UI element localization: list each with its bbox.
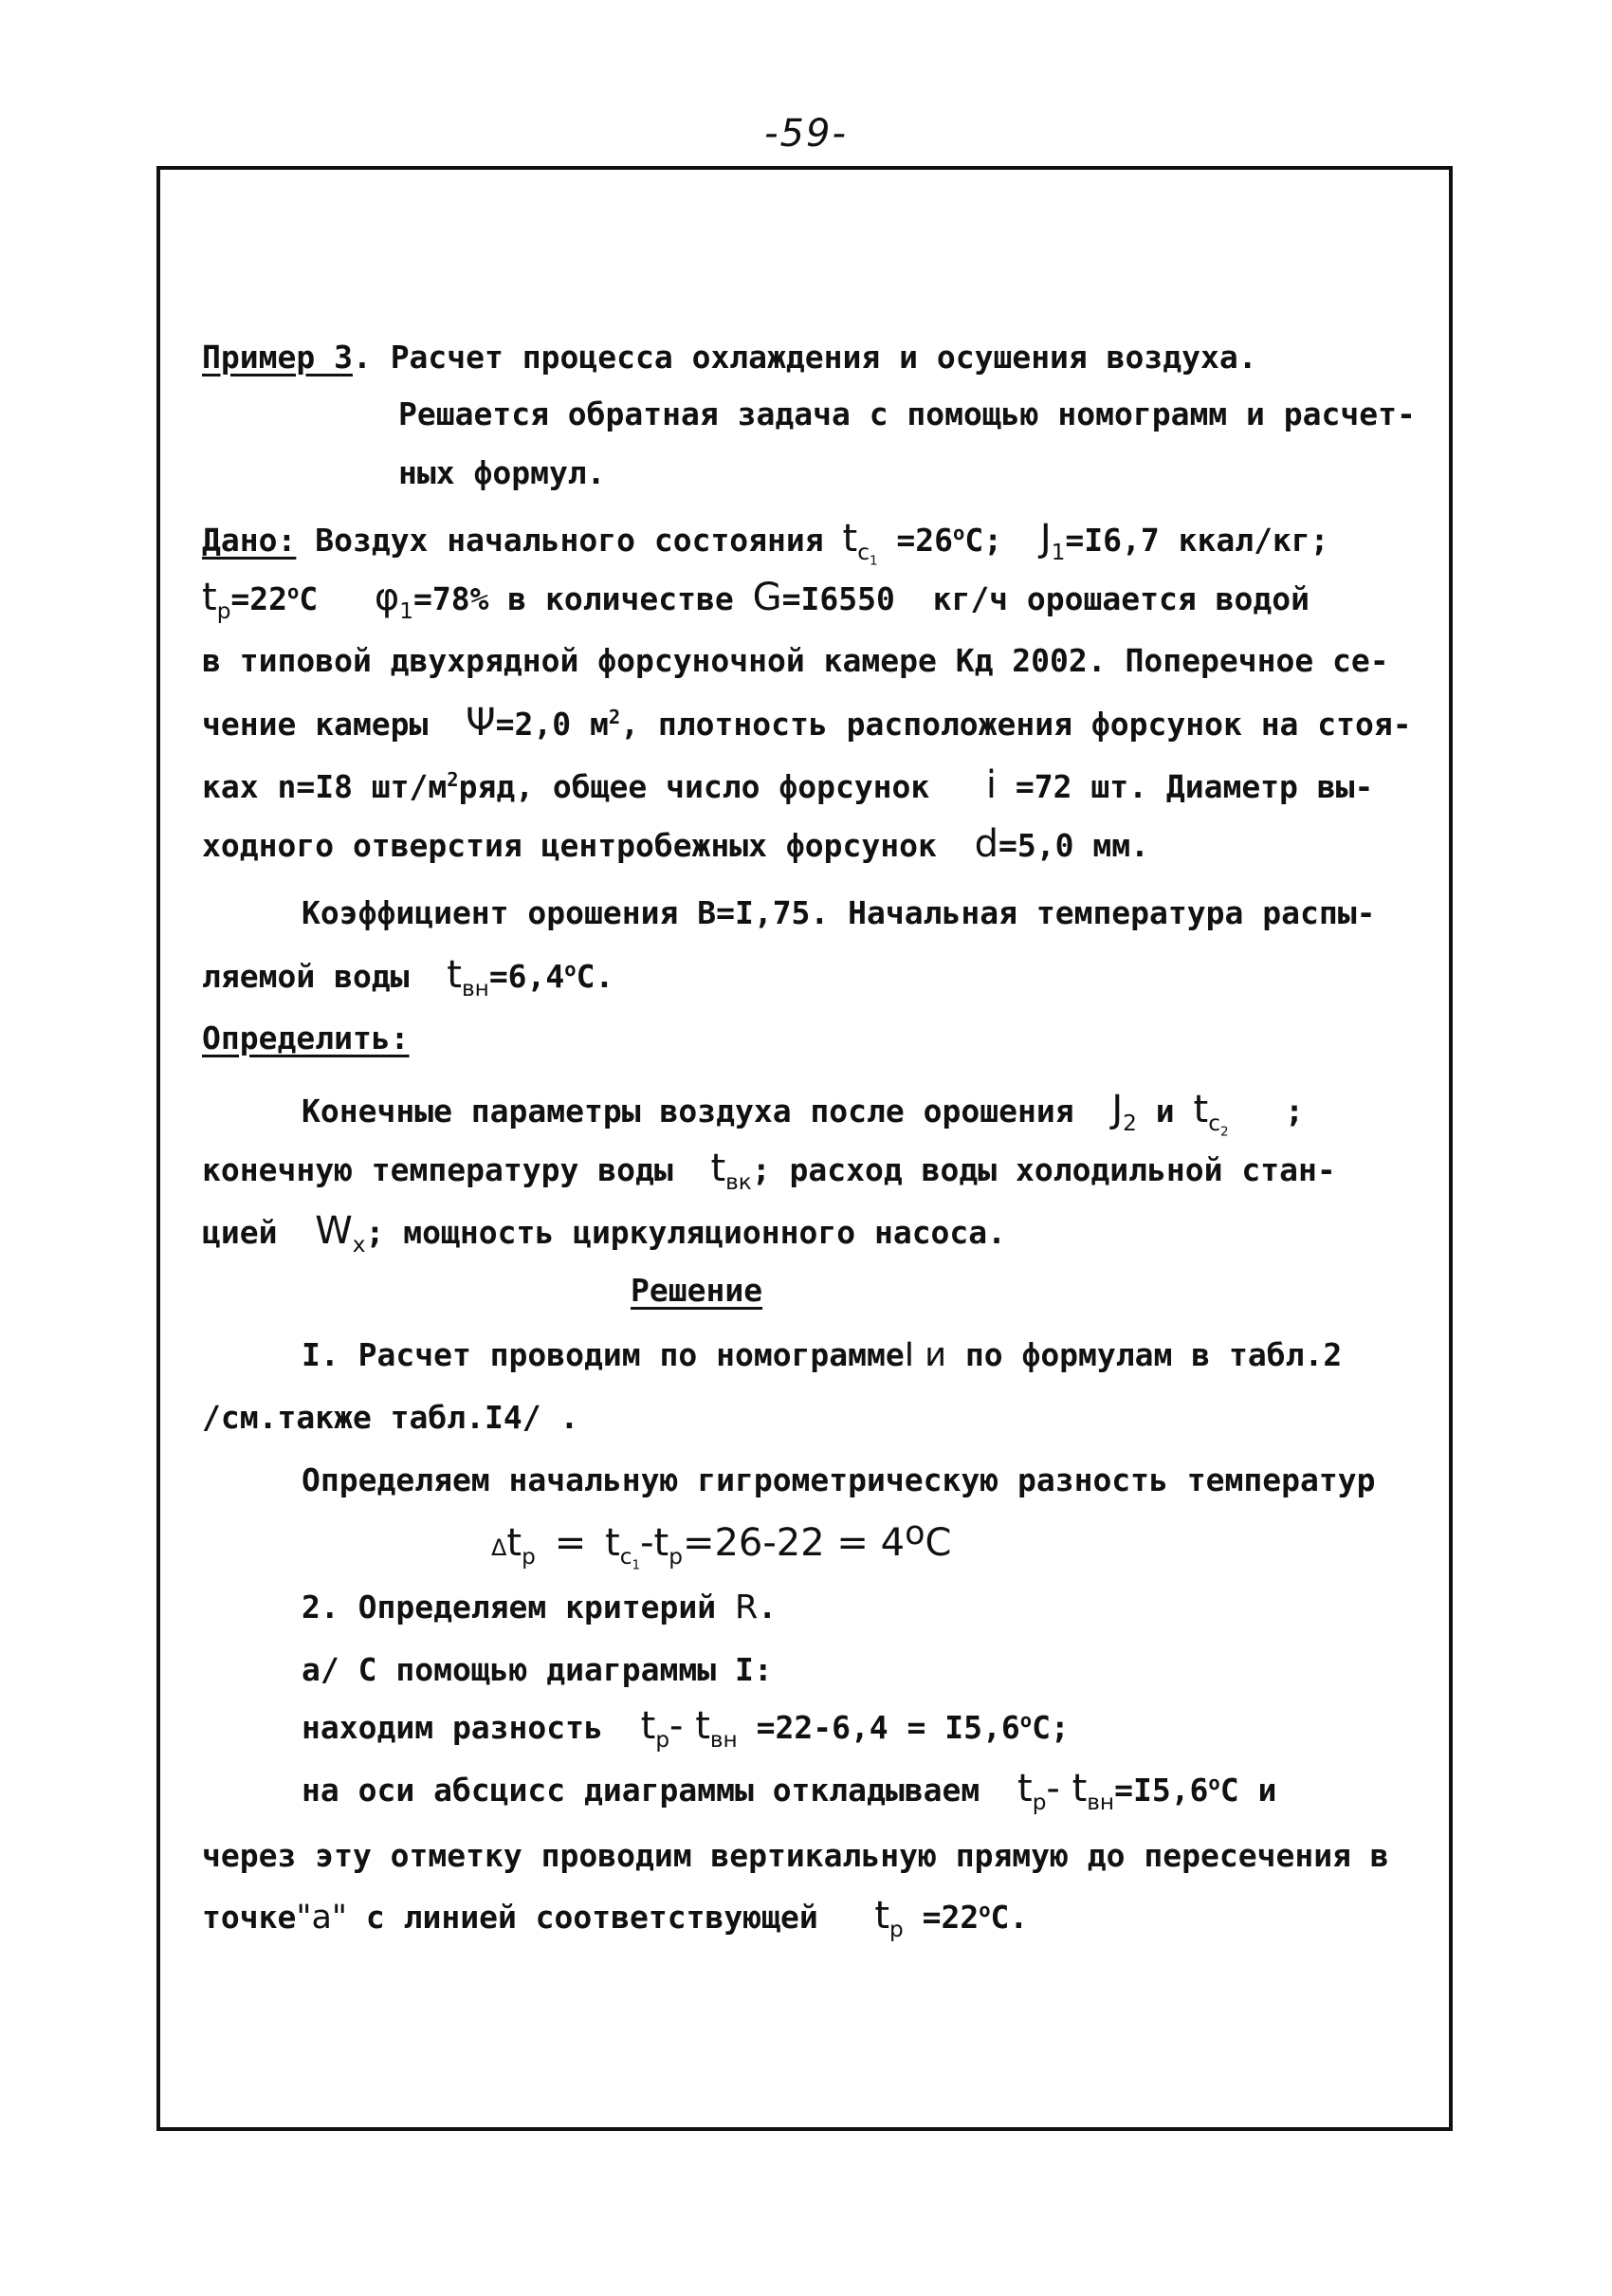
given-line-2: $t_p=22^oC$ $\varphi_1=78\%$ в количестве G=I6550 кг/ч орошается водой — [202, 576, 1310, 624]
solution-line-2: /см.также табл.I4/ . — [202, 1399, 579, 1436]
solution-line-6: находим разность $t_p-$ $t_{вн} =22-6,4 = I5,6^oC$; — [302, 1704, 1070, 1753]
symbol-i: i — [985, 763, 998, 807]
given-line-5: ках n=I8 $шт/м^2ряд$, общее число форсунок i =72 шт. Диаметр вы- — [202, 763, 1374, 807]
determine-line-1: Конечные параметры воздуха после орошения $J_2$ и $t_{c_2}$ ; — [302, 1088, 1304, 1140]
symbol-tp-tvn-b: $t_p-$ $t_{вн}$ — [1017, 1767, 1115, 1815]
symbol-J1: $J_1$ — [1039, 517, 1066, 565]
symbol-tvk: $t_{вк}$ — [710, 1147, 752, 1195]
given-line-1: Дано: Воздух начального состояния $t_{c_1} =26^oC$; $J_1=I6,7$ ккал/кг; — [202, 517, 1329, 569]
given-line-8: ляемой воды $t_{вн}=6,4^oC$. — [202, 953, 614, 1001]
example-label: Пример 3 — [202, 339, 353, 376]
page-number: -59- — [764, 112, 848, 156]
symbol-G: G — [752, 576, 782, 619]
symbol-tp-c: $t_p$ — [874, 1894, 904, 1942]
symbol-tc2: $t_{c_2}$ — [1193, 1088, 1229, 1140]
solution-line-9: точке"а" с линией соответствующей $t_p =22^oC$. — [202, 1894, 1029, 1942]
solution-line-1: I. Расчет проводим по номограммеI и по формулам в табл.2 — [302, 1336, 1343, 1374]
symbol-tc1: $t_{c_1}$ — [842, 517, 878, 569]
solution-line-5: а/ С помощью диаграммы I: — [302, 1651, 773, 1688]
solution-heading: Решение — [631, 1272, 763, 1309]
formula-delta-tp: $\Delta t_p = t_{c_1}-t_p=26-22 = 4^oC$ — [491, 1515, 952, 1573]
example-title-line — [202, 339, 1257, 376]
symbol-Wx: $W_x$ — [315, 1209, 366, 1258]
given-line-3: в типовой двухрядной форсуночной камере Кд 2002. Поперечное се- — [202, 642, 1389, 679]
handwritten-nomogram-ref: I и — [904, 1336, 946, 1374]
symbol-tp-b: $t_p$ — [653, 1521, 683, 1570]
symbol-psi: Ψ — [466, 701, 496, 744]
solution-line-8: через эту отметку проводим вертикальную прямую до пересечения в — [202, 1837, 1389, 1874]
given-line-6: ходного отверстия центробежных форсунок d=5,0 мм. — [202, 822, 1149, 866]
solution-line-4: 2. Определяем критерий R. — [302, 1589, 778, 1626]
symbol-d: d — [974, 822, 998, 866]
symbol-phi1: $\varphi_1$ — [374, 576, 413, 624]
determine-line-3: цией $W_x$; мощность циркуляционного насоса. — [202, 1209, 1007, 1258]
example-title: . Расчет процесса охлаждения и осушения воздуха. — [352, 339, 1257, 376]
symbol-delta-tp: $\Delta t_p$ — [491, 1521, 536, 1570]
symbol-tvn: $t_{вн}$ — [447, 953, 489, 1001]
given-line-4: чение камеры Ψ=2,0 $м^2$, плотность расположения форсунок на стоя- — [202, 701, 1412, 744]
given-line-7: Коэффициент орошения В=I,75. Начальная температура распы- — [302, 894, 1376, 931]
symbol-tp: $t_p$ — [202, 576, 231, 624]
symbol-J2: $J_2$ — [1111, 1088, 1137, 1136]
given-label: Дано: — [202, 522, 297, 559]
symbol-tp-tvn: $t_p-$ $t_{вн}$ — [640, 1704, 738, 1753]
determine-line-2: конечную температуру воды $t_{вк}$; расход воды холодильной стан- — [202, 1147, 1336, 1195]
determine-label: Определить: — [202, 1019, 410, 1056]
solution-line-7: на оси абсцисс диаграммы откладываем $t_p-$ $t_{вн}=I5,6^oC$ и — [302, 1767, 1277, 1815]
symbol-tc1-b: $t_{c_1}$ — [605, 1521, 641, 1573]
example-subtitle-2: ных формул. — [398, 454, 606, 491]
solution-line-3: Определяем начальную гигрометрическую разность температур — [302, 1461, 1376, 1498]
example-subtitle-1: Решается обратная задача с помощью номограмм и расчет- — [398, 395, 1416, 432]
